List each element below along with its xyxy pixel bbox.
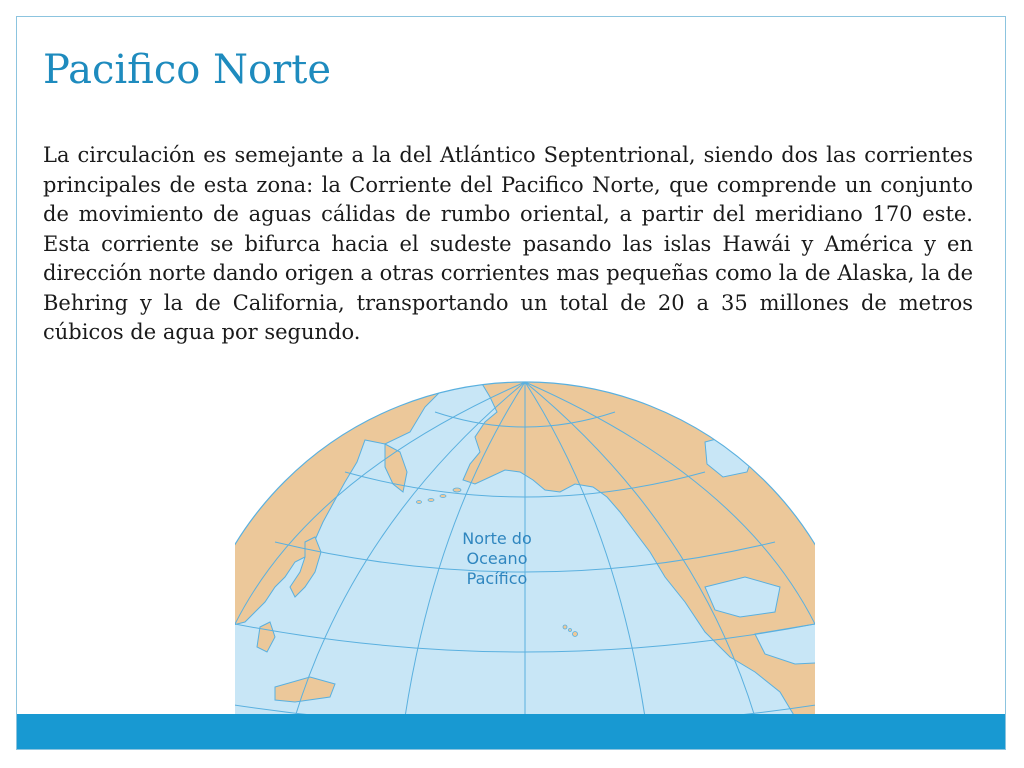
- slide-title: Pacifico Norte: [43, 47, 331, 93]
- slide-body-text: La circulación es semejante a la del Atlántico Septentrional, siendo dos las corrientes principales de esta zona: la Corriente del Pacifico Norte, que comprende un conjunto de movimiento de aguas cálidas de rumbo oriental, a partir del meridiano 170 este. Esta corriente se bifurca hacia el sudeste pasando las islas Hawái y América y en dirección norte dando origen a otras corrientes mas pequeñas como la de Alaska, la de Behring y la de California, transportando un total de 20 a 35 millones de metros cúbicos de agua por segundo.: [43, 143, 973, 344]
- map-label-line1: Norte do: [462, 529, 532, 548]
- slide: [16, 16, 1006, 750]
- land-greenland: [675, 372, 755, 412]
- footer-bar: [17, 714, 1005, 749]
- map-label-line3: Pacífico: [466, 569, 528, 588]
- north-pacific-globe-map: [235, 372, 815, 717]
- map-label-line2: Oceano: [466, 549, 528, 568]
